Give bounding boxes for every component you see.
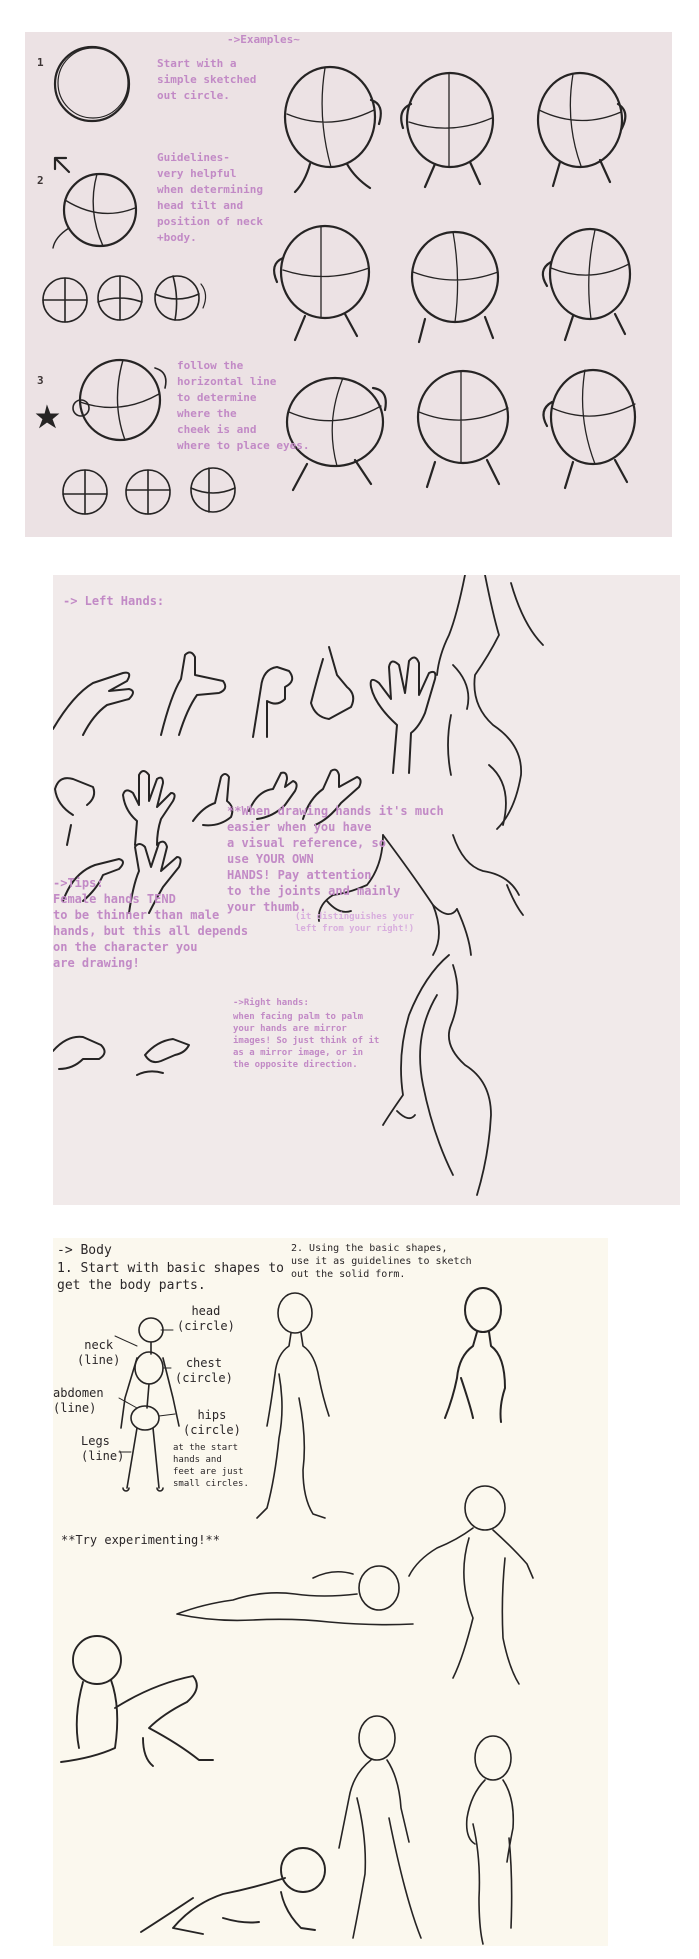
example-head-3	[538, 73, 625, 186]
example-head-1	[285, 67, 381, 192]
step2-text: Guidelines- very helpful when determining head tilt and position of neck +body.	[157, 151, 263, 244]
feet-note: at the start hands and feet are just small circles.	[173, 1443, 249, 1489]
star-icon	[37, 406, 58, 427]
hands-note-small: (it distinguishes your left from your right!)	[295, 912, 415, 934]
example-head-4	[274, 226, 369, 340]
hips-label: hips (circle)	[183, 1408, 241, 1437]
lying-figure-sketch	[177, 1566, 413, 1625]
tips-text: Female hands TEND to be thinner than male hands, but this all depends on the character you are drawing!	[53, 892, 249, 970]
left-hand-sketch-5	[371, 657, 436, 773]
female-torso-sketch-3	[383, 955, 491, 1195]
crawling-figure-sketch	[141, 1848, 325, 1934]
tips-title: ->Tips:	[53, 876, 104, 890]
body-step1-text: 1. Start with basic shapes to get the body parts.	[57, 1261, 284, 1293]
heads-sketches	[25, 32, 672, 537]
example-head-6	[543, 229, 630, 340]
left-hand-sketch-4	[311, 647, 353, 719]
standing-figure-sketch-4	[467, 1736, 514, 1944]
left-hand-sketch-3	[253, 667, 292, 737]
sitting-figure-sketch	[61, 1636, 213, 1766]
abdomen-label: abdomen (line)	[53, 1386, 104, 1415]
experiment-text: **Try experimenting!**	[61, 1533, 220, 1547]
step1-text: Start with a simple sketched out circle.	[157, 57, 257, 102]
neck-label: neck (line)	[77, 1338, 121, 1367]
hands-note: **When drawing hands it's much easier when you have a visual reference, so use YOUR OWN HANDS! Pay attention to the joints and mainly your thumb.	[227, 804, 444, 914]
example-heads-grid	[274, 67, 635, 490]
step1-circle-sketch	[55, 47, 129, 121]
step-number-1: 1	[37, 56, 44, 69]
leaning-figure-sketch	[409, 1486, 533, 1684]
standing-figure-sketch-2	[445, 1288, 505, 1422]
standing-figure-sketch-1	[257, 1293, 329, 1518]
head-label: head (circle)	[177, 1304, 235, 1333]
example-head-2	[401, 73, 493, 187]
step3-text: follow the horizontal line to determine where the cheek is and where to place eyes.	[177, 359, 310, 452]
example-head-5	[412, 232, 498, 342]
example-head-8	[418, 371, 508, 487]
standing-figure-sketch-3	[339, 1716, 421, 1938]
left-hand-sketch-1	[53, 673, 133, 735]
chest-label: chest (circle)	[175, 1356, 233, 1385]
left-hands-label: -> Left Hands:	[63, 594, 165, 608]
right-hands-text: when facing palm to palm your hands are mirror images! So just think of it as a mirror image, or in the opposite direction.	[233, 1012, 380, 1070]
step2-guideline-head-sketch	[53, 174, 136, 248]
right-hand-sketch-2	[137, 1039, 189, 1075]
legs-label: Legs (line)	[81, 1434, 125, 1463]
right-hands-title: ->Right hands:	[233, 998, 309, 1008]
head-tilt-examples	[43, 276, 206, 322]
example-head-9	[543, 370, 635, 488]
hands-panel	[53, 575, 680, 1205]
step-number-3: 3	[37, 374, 44, 387]
step-number-2: 2	[37, 174, 44, 187]
body-sketches	[53, 1238, 608, 1946]
step3-cheek-head-sketch	[73, 360, 166, 440]
female-torso-sketch-1	[437, 575, 543, 829]
left-hand-sketch-7	[123, 771, 175, 845]
body-panel	[53, 1238, 608, 1946]
heads-panel	[25, 32, 672, 537]
small-cheek-heads	[63, 468, 235, 514]
examples-header: ->Examples~	[227, 33, 300, 46]
left-hand-sketch-2	[161, 652, 225, 735]
body-title: -> Body	[57, 1243, 112, 1258]
right-hand-sketch-1	[53, 1037, 105, 1069]
arrow-icon	[55, 158, 69, 172]
body-step2-text: 2. Using the basic shapes, use it as guidelines to sketch out the solid form.	[291, 1243, 472, 1280]
left-hand-sketch-6	[55, 778, 94, 845]
